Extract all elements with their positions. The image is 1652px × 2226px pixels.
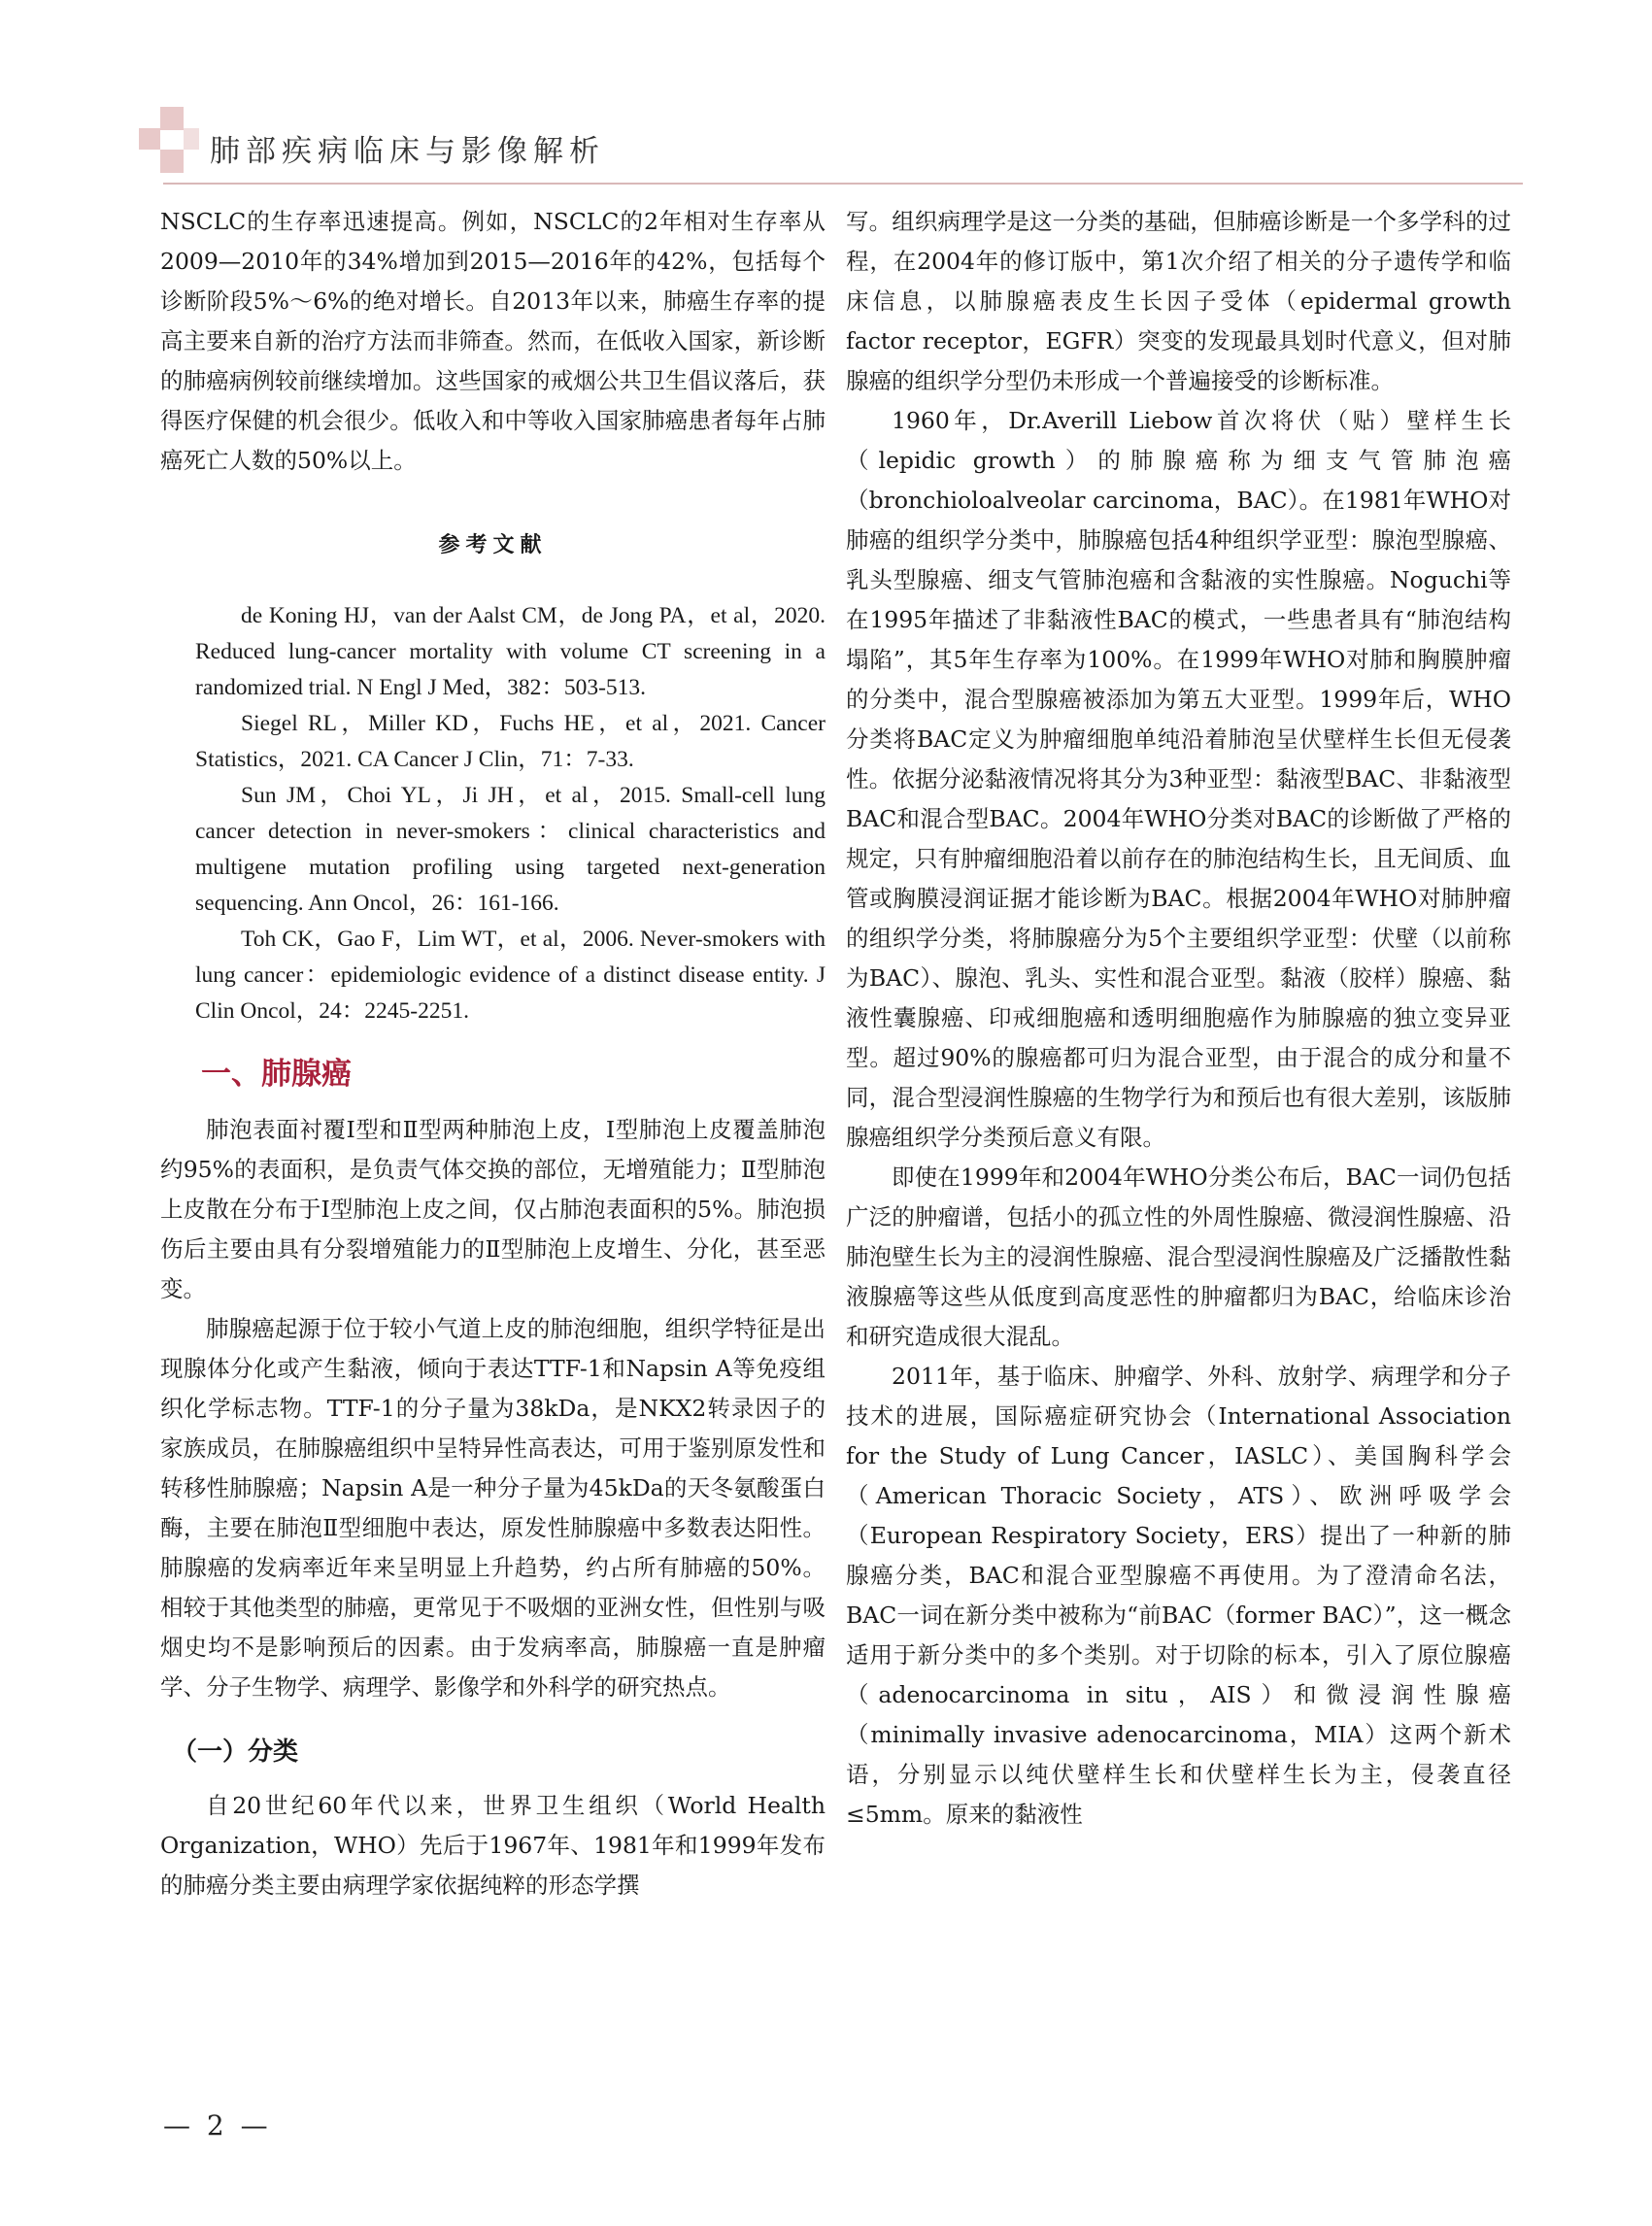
reference-item: Toh CK，Gao F，Lim WT，et al，2006. Never-smokers with lung cancer：epidemiologic evidence of a distinct disease entity. J Clin Oncol，24：2245-2251.	[195, 927, 826, 1024]
body-paragraph: 肺腺癌起源于位于较小气道上皮的肺泡细胞，组织学特征是出现腺体分化或产生黏液，倾向于表达TTF-1和Napsin A等免疫组织化学标志物。TTF-1的分子量为38kDa，是NKX2转录因子的家族成员，在肺腺癌组织中呈特异性高表达，可用于鉴别原发性和转移性肺腺癌；Napsin A是一种分子量为45kDa的天冬氨酸蛋白酶，主要在肺泡Ⅱ型细胞中表达，原发性肺腺癌中多数表达阳性。肺腺癌的发病率近年来呈明显上升趋势，约占所有肺癌的50%。相较于其他类型的肺癌，更常见于不吸烟的亚洲女性，但性别与吸烟史均不是影响预后的因素。由于发病率高，肺腺癌一直是肿瘤学、分子生物学、病理学、影像学和外科学的研究热点。	[160, 1315, 826, 1701]
references-heading: 参考文献	[438, 533, 548, 557]
left-column	[160, 202, 826, 1906]
section-heading: 一、肺腺癌	[201, 1057, 352, 1092]
header-decoration-square	[160, 150, 184, 173]
body-paragraph: 1960年，Dr.Averill Liebow首次将伏（贴）壁样生长（lepidic growth）的肺腺癌称为细支气管肺泡癌（bronchioloalveolar carcinoma，BAC）。在1981年WHO对肺癌的组织学分类中，肺腺癌包括4种组织学亚型：腺泡型腺癌、乳头型腺癌、细支气管肺泡癌和含黏液的实性腺癌。Noguchi等在1995年描述了非黏液性BAC的模式，一些患者具有“肺泡结构塌陷”，其5年生存率为100%。在1999年WHO对肺和胸膜肿瘤的分类中，混合型腺癌被添加为第五大亚型。1999年后，WHO分类将BAC定义为肿瘤细胞单纯沿着肺泡呈伏壁样生长但无侵袭性。依据分泌黏液情况将其分为3种亚型：黏液型BAC、非黏液型BAC和混合型BAC。2004年WHO分类对BAC的诊断做了严格的规定，只有肿瘤细胞沿着以前存在的肺泡结构生长，且无间质、血管或胸膜浸润证据才能诊断为BAC。根据2004年WHO对肺肿瘤的组织学分类，将肺腺癌分为5个主要组织学亚型：伏壁（以前称为BAC）、腺泡、乳头、实性和混合亚型。黏液（胶样）腺癌、黏液性囊腺癌、印戒细胞癌和透明细胞癌作为肺腺癌的独立变异亚型。超过90%的腺癌都可归为混合亚型，由于混合的成分和量不同，混合型浸润性腺癌的生物学行为和预后也有很大差别，该版肺腺癌组织学分类预后意义有限。	[846, 407, 1511, 1151]
header-divider	[163, 183, 1523, 185]
body-paragraph: 2011年，基于临床、肿瘤学、外科、放射学、病理学和分子技术的进展，国际癌症研究协会（International Association for the Study of Lung Cancer，IASLC）、美国胸科学会（American Thoracic Society，ATS）、欧洲呼吸学会（European Respiratory Society，ERS）提出了一种新的肺腺癌分类，BAC和混合亚型腺癌不再使用。为了澄清命名法，BAC一词在新分类中被称为“前BAC（former BAC）”，这一概念适用于新分类中的多个类别。对于切除的标本，引入了原位腺癌（adenocarcinoma in situ，AIS）和微浸润性腺癌（minimally invasive adenocarcinoma，MIA）这两个新术语，分别显示以纯伏壁样生长和伏壁样生长为主，侵袭直径≤5mm。原来的黏液性	[846, 1363, 1511, 1828]
header-decoration-square	[139, 128, 160, 150]
reference-item: Sun JM，Choi YL，Ji JH，et al，2015. Small-cell lung cancer detection in never-smokers：clinical characteristics and multigene mutation profiling using targeted next-generation sequencing. Ann Oncol，26：161-166.	[195, 783, 826, 916]
running-header-title: 肺部疾病临床与影像解析	[210, 134, 605, 169]
reference-item: de Koning HJ，van der Aalst CM，de Jong PA，et al，2020. Reduced lung-cancer mortality with volume CT screening in a randomized trial. N Engl J Med，382：503-513.	[195, 603, 826, 700]
reference-item: Siegel RL，Miller KD，Fuchs HE，et al，2021. Cancer Statistics，2021. CA Cancer J Clin，71：7-33.	[195, 711, 826, 772]
body-paragraph: 肺泡表面衬覆Ⅰ型和Ⅱ型两种肺泡上皮，Ⅰ型肺泡上皮覆盖肺泡约95%的表面积，是负责气体交换的部位，无增殖能力；Ⅱ型肺泡上皮散在分布于Ⅰ型肺泡上皮之间，仅占肺泡表面积的5%。肺泡损伤后主要由具有分裂增殖能力的Ⅱ型肺泡上皮增生、分化，甚至恶变。	[160, 1116, 826, 1302]
body-paragraph: 自20世纪60年代以来，世界卫生组织（World Health Organization，WHO）先后于1967年、1981年和1999年发布的肺癌分类主要由病理学家依据纯粹的形态学撰	[160, 1792, 826, 1899]
header-decoration-square	[184, 128, 199, 150]
body-paragraph: 写。组织病理学是这一分类的基础，但肺癌诊断是一个多学科的过程，在2004年的修订版中，第1次介绍了相关的分子遗传学和临床信息，以肺腺癌表皮生长因子受体（epidermal growth factor receptor，EGFR）突变的发现最具划时代意义，但对肺腺癌的组织学分型仍未形成一个普遍接受的诊断标准。	[846, 208, 1511, 394]
right-column	[846, 202, 1511, 1835]
header-decoration-square	[160, 107, 184, 130]
body-paragraph: NSCLC的生存率迅速提高。例如，NSCLC的2年相对生存率从2009—2010年的34%增加到2015—2016年的42%，包括每个诊断阶段5%～6%的绝对增长。自2013年以来，肺癌生存率的提高主要来自新的治疗方法而非筛查。然而，在低收入国家，新诊断的肺癌病例较前继续增加。这些国家的戒烟公共卫生倡议落后，获得医疗保健的机会很少。低收入和中等收入国家肺癌患者每年占肺癌死亡人数的50%以上。	[160, 208, 826, 474]
body-paragraph: 即使在1999年和2004年WHO分类公布后，BAC一词仍包括广泛的肿瘤谱，包括小的孤立性的外周性腺癌、微浸润性腺癌、沿肺泡壁生长为主的浸润性腺癌、混合型浸润性腺癌及广泛播散性黏液腺癌等这些从低度到高度恶性的肿瘤都归为BAC，给临床诊治和研究造成很大混乱。	[846, 1164, 1511, 1350]
page-number: — 2 —	[163, 2109, 272, 2142]
subsection-heading: （一）分类	[172, 1737, 299, 1767]
